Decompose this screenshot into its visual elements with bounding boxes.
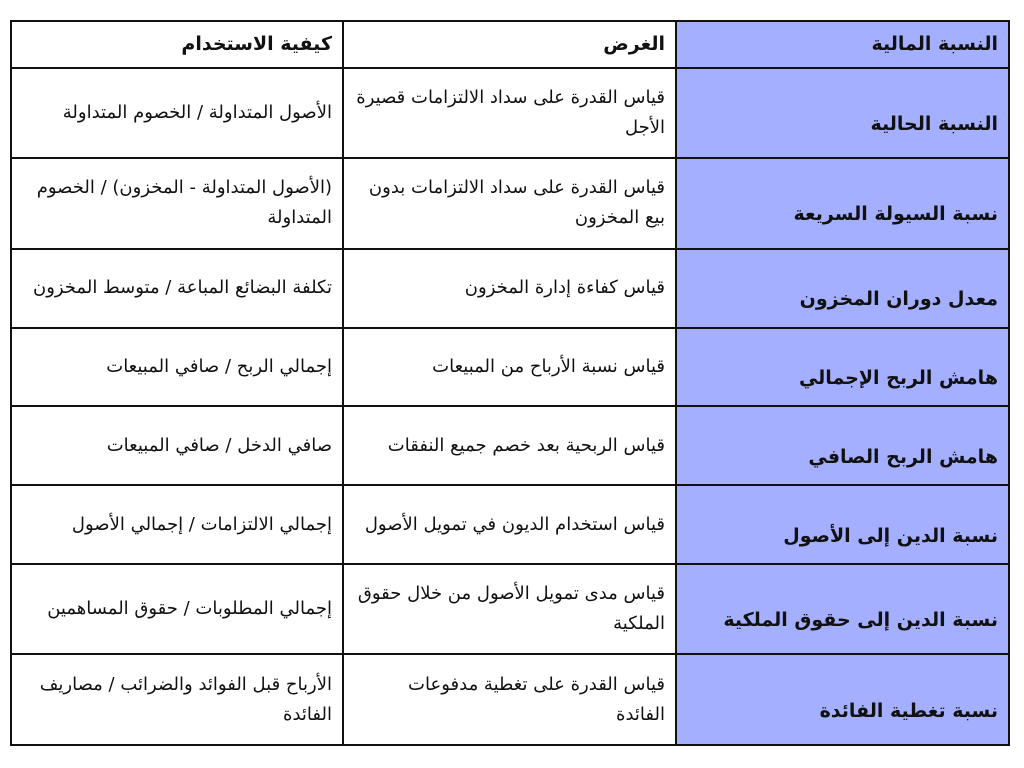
financial-ratios-table <box>10 20 1010 746</box>
usage-cell: (الأصول المتداولة - المخزون) / الخصوم المتداولة <box>11 158 343 249</box>
purpose-cell: قياس نسبة الأرباح من المبيعات <box>343 328 676 407</box>
usage-cell: صافي الدخل / صافي المبيعات <box>11 406 343 485</box>
purpose-cell: قياس مدى تمويل الأصول من خلال حقوق الملكية <box>343 564 676 655</box>
header-row <box>11 21 1009 68</box>
ratio-cell: معدل دوران المخزون <box>676 249 1009 328</box>
table-row <box>11 654 1009 745</box>
purpose-cell: قياس استخدام الديون في تمويل الأصول <box>343 485 676 564</box>
ratio-cell: نسبة الدين إلى الأصول <box>676 485 1009 564</box>
table-row <box>11 68 1009 159</box>
usage-cell: إجمالي المطلوبات / حقوق المساهمين <box>11 564 343 655</box>
header-usage: كيفية الاستخدام <box>11 21 343 68</box>
usage-cell: الأرباح قبل الفوائد والضرائب / مصاريف الفائدة <box>11 654 343 745</box>
usage-cell: تكلفة البضائع المباعة / متوسط المخزون <box>11 249 343 328</box>
ratio-cell: نسبة السيولة السريعة <box>676 158 1009 249</box>
financial-ratios-table-container <box>10 20 1008 746</box>
header-purpose: الغرض <box>343 21 676 68</box>
ratio-cell: النسبة الحالية <box>676 68 1009 159</box>
usage-cell: إجمالي الالتزامات / إجمالي الأصول <box>11 485 343 564</box>
table-row <box>11 564 1009 655</box>
ratio-cell: نسبة الدين إلى حقوق الملكية <box>676 564 1009 655</box>
table-row <box>11 158 1009 249</box>
table-row <box>11 406 1009 485</box>
table-row <box>11 249 1009 328</box>
ratio-cell: نسبة تغطية الفائدة <box>676 654 1009 745</box>
purpose-cell: قياس كفاءة إدارة المخزون <box>343 249 676 328</box>
ratio-cell: هامش الربح الإجمالي <box>676 328 1009 407</box>
usage-cell: إجمالي الربح / صافي المبيعات <box>11 328 343 407</box>
purpose-cell: قياس القدرة على تغطية مدفوعات الفائدة <box>343 654 676 745</box>
table-row <box>11 328 1009 407</box>
table-row <box>11 485 1009 564</box>
table-body <box>11 21 1009 745</box>
purpose-cell: قياس القدرة على سداد الالتزامات قصيرة الأجل <box>343 68 676 159</box>
purpose-cell: قياس القدرة على سداد الالتزامات بدون بيع المخزون <box>343 158 676 249</box>
header-ratio: النسبة المالية <box>676 21 1009 68</box>
ratio-cell: هامش الربح الصافي <box>676 406 1009 485</box>
purpose-cell: قياس الربحية بعد خصم جميع النفقات <box>343 406 676 485</box>
usage-cell: الأصول المتداولة / الخصوم المتداولة <box>11 68 343 159</box>
